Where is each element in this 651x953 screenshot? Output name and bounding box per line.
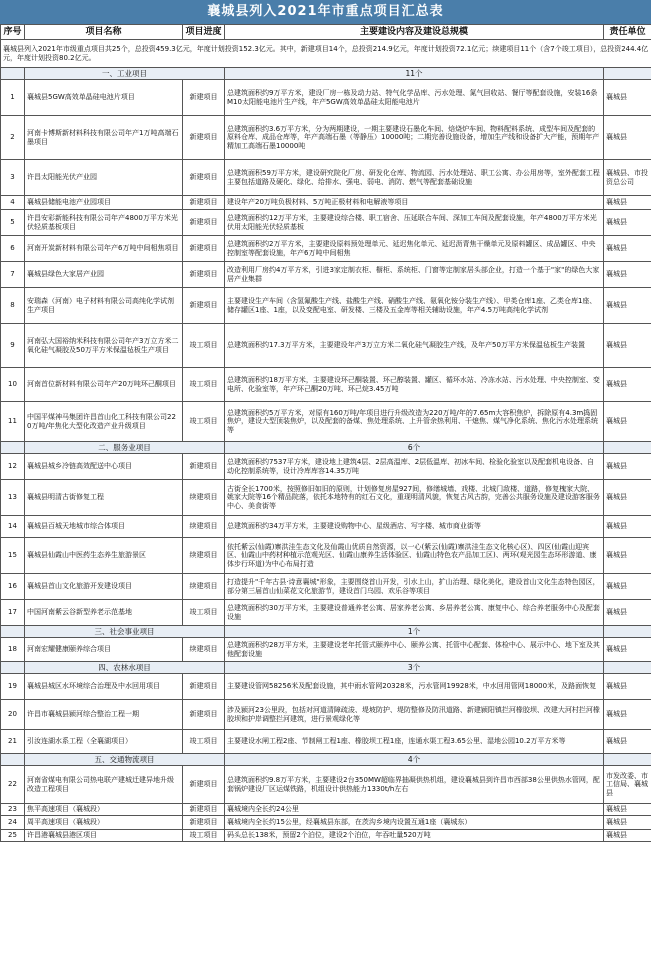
cell-status: 新建项目 [183,262,225,288]
cell-status: 续建项目 [183,538,225,574]
table-row [1,288,651,324]
table-row [1,674,651,700]
cell-no: 14 [1,516,25,538]
section-blank [1,626,25,638]
cell-unit: 襄城县 [604,454,651,480]
table-row [1,816,651,830]
table-row [1,324,651,368]
cell-no: 9 [1,324,25,368]
section-blank [604,442,651,454]
cell-content: 总建筑面积约3.6万平方米，分为两期建设，一期主要建设石墨化车间、焙烧炉车间、物料配料系统、成型车间及配套的原料仓库、成品仓库等，年产高端石墨（等静压）10000吨；二期完善设施设备，增加生产线和设备扩大产能，预期年产精加工高端石墨10000吨 [225,116,604,160]
cell-unit: 襄城县 [604,700,651,730]
cell-name: 周平高速项目（襄城段） [25,816,183,830]
cell-name: 焦平高速项目（襄城段） [25,804,183,816]
cell-status: 竣工项目 [183,402,225,442]
cell-no: 7 [1,262,25,288]
cell-unit: 襄城县 [604,574,651,600]
cell-unit: 襄城县 [604,830,651,842]
cell-status: 新建项目 [183,116,225,160]
cell-content: 依托紫云(仙霞)寨洪洼生态文化及仙霞山优质自然资源，以一心(紫云(仙霞)寨洪洼生态文化核心区)、四区(仙霞山迎宾区、仙霞山中药材种植示范观光区、仙霞山康养生活体验区、仙霞山特色农产品加工区)、两环(观光园生态环形游道、康体步行环道)为中心布局打造 [225,538,604,574]
cell-name: 许昌安彩新能科技有限公司年产4800万平方米光伏轻质基板项目 [25,210,183,236]
cell-no: 3 [1,160,25,196]
cell-status: 新建项目 [183,816,225,830]
section-count: 6个 [225,442,604,454]
cell-status: 续建项目 [183,574,225,600]
cell-name: 中国河南紫云谷新型养老示范基地 [25,600,183,626]
cell-name: 襄城县绿色大家居产业园 [25,262,183,288]
header-row [1,25,651,40]
cell-no: 2 [1,116,25,160]
cell-unit: 襄城县 [604,816,651,830]
section-row [1,754,651,766]
cell-content: 主要建设水闸工程2座、节制闸工程1座、橡胶坝工程1座，连通水渠工程3.65公里、湿地公园10.2万平方米等 [225,730,604,754]
cell-content: 改造利用厂房约4万平方米，引进3家定制衣柜、橱柜、系统柜、门窗等定制家居头部企业，打造一个基于"家"的绿色大家居产业集群 [225,262,604,288]
table-row [1,116,651,160]
cell-unit: 襄城县、市投资总公司 [604,160,651,196]
table-row [1,210,651,236]
cell-name: 襄城县城区水环境综合治理及中水回用项目 [25,674,183,700]
cell-content: 古街全长1700米，按照修旧如旧的原则，计划修复房屋927间，修缮城墙、戏楼、北城门敌楼、道路，修复槐家大院、姚家大院等16个精品院落，依托本地特有的红石文化，重现明清风貌，恢复古风古韵，完善公共服务设施及建设游客服务中心、美食街等 [225,480,604,516]
cell-content: 建设年产20万吨负极材料、5万吨正极材料和电解液等项目 [225,196,604,210]
cell-no: 16 [1,574,25,600]
cell-unit: 市发改委、市工信局、襄城县 [604,766,651,804]
section-blank [604,662,651,674]
cell-no: 8 [1,288,25,324]
cell-unit: 襄城县 [604,196,651,210]
cell-name: 河南开炭新材料有限公司年产6万吨中间相焦项目 [25,236,183,262]
section-row [1,626,651,638]
table-row [1,80,651,116]
cell-unit: 襄城县 [604,402,651,442]
cell-status: 竣工项目 [183,600,225,626]
section-row [1,442,651,454]
cell-content: 总建筑面积约34万平方米，主要建设购物中心、星级酒店、写字楼、城市商业街等 [225,516,604,538]
section-name: 一、工业项目 [25,68,225,80]
cell-no: 24 [1,816,25,830]
cell-status: 新建项目 [183,210,225,236]
cell-content: 打造提升"千年古县·诗意襄城"形象，主要围绕首山开发，引水上山，扩山治理、绿化美化，建设首山文化生态特色园区，部分第三届首山仙菜花文化旅游节，建设首门乌园、欢乐谷等项目 [225,574,604,600]
cell-content: 总建筑面积约9.8万平方米，主要建设2台350MW超临界抽凝供热机组，建设襄城县到许昌市西部38公里供热水管网，配套锅炉建设厂区运煤铁路，机组设计供热能力1330t/h左右 [225,766,604,804]
cell-unit: 襄城县 [604,674,651,700]
cell-no: 11 [1,402,25,442]
cell-name: 许昌市襄城县颍河综合整治工程一期 [25,700,183,730]
cell-unit: 襄城县 [604,638,651,662]
section-row [1,662,651,674]
section-blank [1,68,25,80]
cell-status: 新建项目 [183,454,225,480]
table-row [1,236,651,262]
cell-status: 新建项目 [183,804,225,816]
section-name: 三、社会事业项目 [25,626,225,638]
table-row [1,454,651,480]
cell-status: 竣工项目 [183,830,225,842]
cell-status: 续建项目 [183,638,225,662]
cell-name: 襄城县储能电池产业园项目 [25,196,183,210]
section-count: 11个 [225,68,604,80]
cell-unit: 襄城县 [604,262,651,288]
cell-status: 新建项目 [183,700,225,730]
cell-status: 竣工项目 [183,324,225,368]
cell-status: 新建项目 [183,196,225,210]
cell-no: 18 [1,638,25,662]
table-row [1,574,651,600]
cell-name: 河南首位新材料有限公司年产20万吨环己酮项目 [25,368,183,402]
table-title: 襄城县列入2021年市重点项目汇总表 [0,0,651,24]
table-row [1,638,651,662]
section-blank [1,662,25,674]
cell-content: 码头总长138米，预留2个泊位，建设2个泊位，年吞吐量520万吨 [225,830,604,842]
cell-unit: 襄城县 [604,116,651,160]
table-row [1,402,651,442]
cell-no: 10 [1,368,25,402]
cell-name: 许昌太阳能光伏产业园 [25,160,183,196]
cell-content: 总建筑面积约9万平方米，建设厂房一栋及动力站、特气化学品库、污水处理、氮气回收站、餐厅等配套设施，安装16条M10太阳能电池片生产线，年产5GW高效单晶硅太阳能电池片 [225,80,604,116]
section-count: 1个 [225,626,604,638]
cell-no: 4 [1,196,25,210]
table-row [1,480,651,516]
cell-status: 新建项目 [183,160,225,196]
cell-name: 襄城县仙霞山中医药生态养生旅游景区 [25,538,183,574]
section-blank [604,754,651,766]
cell-no: 20 [1,700,25,730]
cell-name: 襄城县百城天地城市综合体项目 [25,516,183,538]
cell-content: 总建筑面积约18万平方米，主要建设环己酮装置、环己醇装置、罐区、循环水站、冷冻水站、污水处理、中央控制室、变电所、化验室等，年产环己酮20万吨、环己烷3.45万吨 [225,368,604,402]
cell-content: 总建筑面积约7537平方米，建设地上建筑4层、2层高温库、2层低温库、初冰车间、检验化验室以及配套机电设备、自动化控制系统等，设计冷库库容14.35万吨 [225,454,604,480]
table-row [1,700,651,730]
cell-content: 襄城境内全长约15公里，经襄城县东部，在茨沟乡境内设置互通1座（襄城东） [225,816,604,830]
table-row [1,160,651,196]
cell-name: 河南省煤电有限公司热电联产建城迁建异地升级改造工程项目 [25,766,183,804]
cell-unit: 襄城县 [604,80,651,116]
cell-content: 襄城境内全长约24公里 [225,804,604,816]
table-row [1,368,651,402]
section-row [1,68,651,80]
section-count: 4个 [225,754,604,766]
cell-content: 总建筑面积约17.3万平方米，主要建设年产3万立方米二氧化硅气凝胶生产线，及年产50万平方米保温毡板生产装置 [225,324,604,368]
cell-name: 襄城县明清古街修复工程 [25,480,183,516]
section-name: 二、服务业项目 [25,442,225,454]
cell-unit: 襄城县 [604,600,651,626]
cell-name: 河南卡博斯新材料科技有限公司年产1万吨高端石墨项目 [25,116,183,160]
cell-name: 襄城县首山文化旅游开发建设项目 [25,574,183,600]
cell-status: 竣工项目 [183,730,225,754]
table-row [1,262,651,288]
section-blank [604,68,651,80]
table-row [1,766,651,804]
cell-unit: 襄城县 [604,538,651,574]
cell-no: 1 [1,80,25,116]
cell-unit: 襄城县 [604,516,651,538]
cell-name: 襄城县城乡冷链高效配送中心项目 [25,454,183,480]
cell-unit: 襄城县 [604,210,651,236]
cell-no: 22 [1,766,25,804]
cell-no: 5 [1,210,25,236]
cell-no: 23 [1,804,25,816]
table-row [1,196,651,210]
section-blank [1,442,25,454]
cell-unit: 襄城县 [604,324,651,368]
cell-no: 19 [1,674,25,700]
section-blank [604,626,651,638]
section-blank [1,754,25,766]
cell-unit: 襄城县 [604,480,651,516]
table-row [1,730,651,754]
cell-status: 新建项目 [183,674,225,700]
cell-content: 总建筑面积约30万平方米，主要建设普通养老公寓、居家养老公寓、乡居养老公寓、康复中心、综合养老服务中心及配套设施 [225,600,604,626]
cell-name: 河南宏耀健康颐养综合项目 [25,638,183,662]
cell-content: 主要建设生产车间（含氢氟酸生产线、盐酸生产线、硝酸生产线、氨氧化铵分装生产线）、甲类仓库1座、乙类仓库1座、储存罐区1座、1座，以及变配电室、研发楼、三楼及五金库等相关辅助设施，年产4.5万吨高纯化学试剂 [225,288,604,324]
cell-name: 安瑞森（河南）电子材料有限公司高纯化学试剂生产项目 [25,288,183,324]
cell-status: 新建项目 [183,236,225,262]
cell-name: 河南弘大国裕纳米科技有限公司年产3万立方米二氧化硅气凝胶及50万平方米保温毡板生产项目 [25,324,183,368]
cell-unit: 襄城县 [604,804,651,816]
cell-no: 6 [1,236,25,262]
cell-unit: 襄城县 [604,288,651,324]
section-name: 五、交通物流项目 [25,754,225,766]
col-header-status: 项目进度 [183,25,225,40]
cell-unit: 襄城县 [604,368,651,402]
cell-no: 12 [1,454,25,480]
cell-content: 总建筑面积约28万平方米，主要建设老年托管式颐养中心、颐养公寓、托管中心配套、体检中心、展示中心、地下室及其他配套设施 [225,638,604,662]
cell-name: 引汝连湖水系工程（全襄湖项目） [25,730,183,754]
col-header-unit: 责任单位 [604,25,651,40]
cell-status: 续建项目 [183,516,225,538]
cell-status: 竣工项目 [183,368,225,402]
project-table [0,24,651,842]
section-name: 四、农林水项目 [25,662,225,674]
section-count: 3个 [225,662,604,674]
cell-content: 主要建设管网58256米及配套设施，其中雨水管网20328米，污水管网19928米，中水回用管网18000米，及路面恢复 [225,674,604,700]
cell-status: 新建项目 [183,288,225,324]
summary-row [1,40,651,68]
col-header-name: 项目名称 [25,25,183,40]
cell-name: 许昌港襄城县港区项目 [25,830,183,842]
cell-unit: 襄城县 [604,730,651,754]
cell-unit: 襄城县 [604,236,651,262]
table-row [1,804,651,816]
table-row [1,830,651,842]
col-header-no: 序号 [1,25,25,40]
cell-content: 总建筑面积约2万平方米，主要建设原料预处理单元、延迟焦化单元、延迟沥青焦干燥单元及原料罐区、成品罐区、中央控制室等配套设施，年产6万吨中间相焦 [225,236,604,262]
cell-no: 21 [1,730,25,754]
cell-status: 续建项目 [183,480,225,516]
cell-no: 13 [1,480,25,516]
cell-status: 新建项目 [183,80,225,116]
cell-content: 涉及颍河23公里段，包括对河道清障疏浚、堤坡防护、堤防整修及防汛道路、新建颍阳镇拦河橡胶坝、改建大河村拦河橡胶坝和护岸调整拦河建筑，进行景观绿化等 [225,700,604,730]
cell-no: 17 [1,600,25,626]
summary-text: 襄城县列入2021年市级重点项目共25个，总投资459.3亿元，年度计划投资152.3亿元。其中，新建项目14个，总投资214.9亿元，年度计划投资72.1亿元；续建项目11个（含7个竣工项目），总投资244.4亿元，年度计划投资80.2亿元。 [1,40,651,68]
cell-content: 总建筑面积约12万平方米，主要建设综合楼、职工宿舍、压延联合车间、深加工车间及配套设施，年产4800万平方米光伏用太阳能光伏轻质基板 [225,210,604,236]
cell-name: 襄城县5GW高效单晶硅电池片项目 [25,80,183,116]
cell-content: 总建筑面积59万平方米，建设研究院化厂房、研发化仓库、物流园、污水处理站、职工公寓、办公用房等，室外配套工程主要包括道路及硬化、绿化、给排水、强电、弱电、消防、燃气等配套基础设施 [225,160,604,196]
table-row [1,538,651,574]
cell-name: 中国平煤神马集团许昌首山化工科技有限公司220万吨/年焦化大型化改造产业升级项目 [25,402,183,442]
col-header-content: 主要建设内容及建设总规模 [225,25,604,40]
table-row [1,516,651,538]
table-row [1,600,651,626]
cell-no: 15 [1,538,25,574]
cell-no: 25 [1,830,25,842]
cell-status: 新建项目 [183,766,225,804]
cell-content: 总建筑面积约5万平方米，对原有160万吨/年项目进行升级改造为220万吨/年的7.65m大容积焦炉，拆除原有4.3m捣固焦炉，建设大型顶装焦炉，以及配套的备煤、焦处理系统、上升管余热利用、干熄焦、煤气净化系统、焦化污水处理系统等 [225,402,604,442]
